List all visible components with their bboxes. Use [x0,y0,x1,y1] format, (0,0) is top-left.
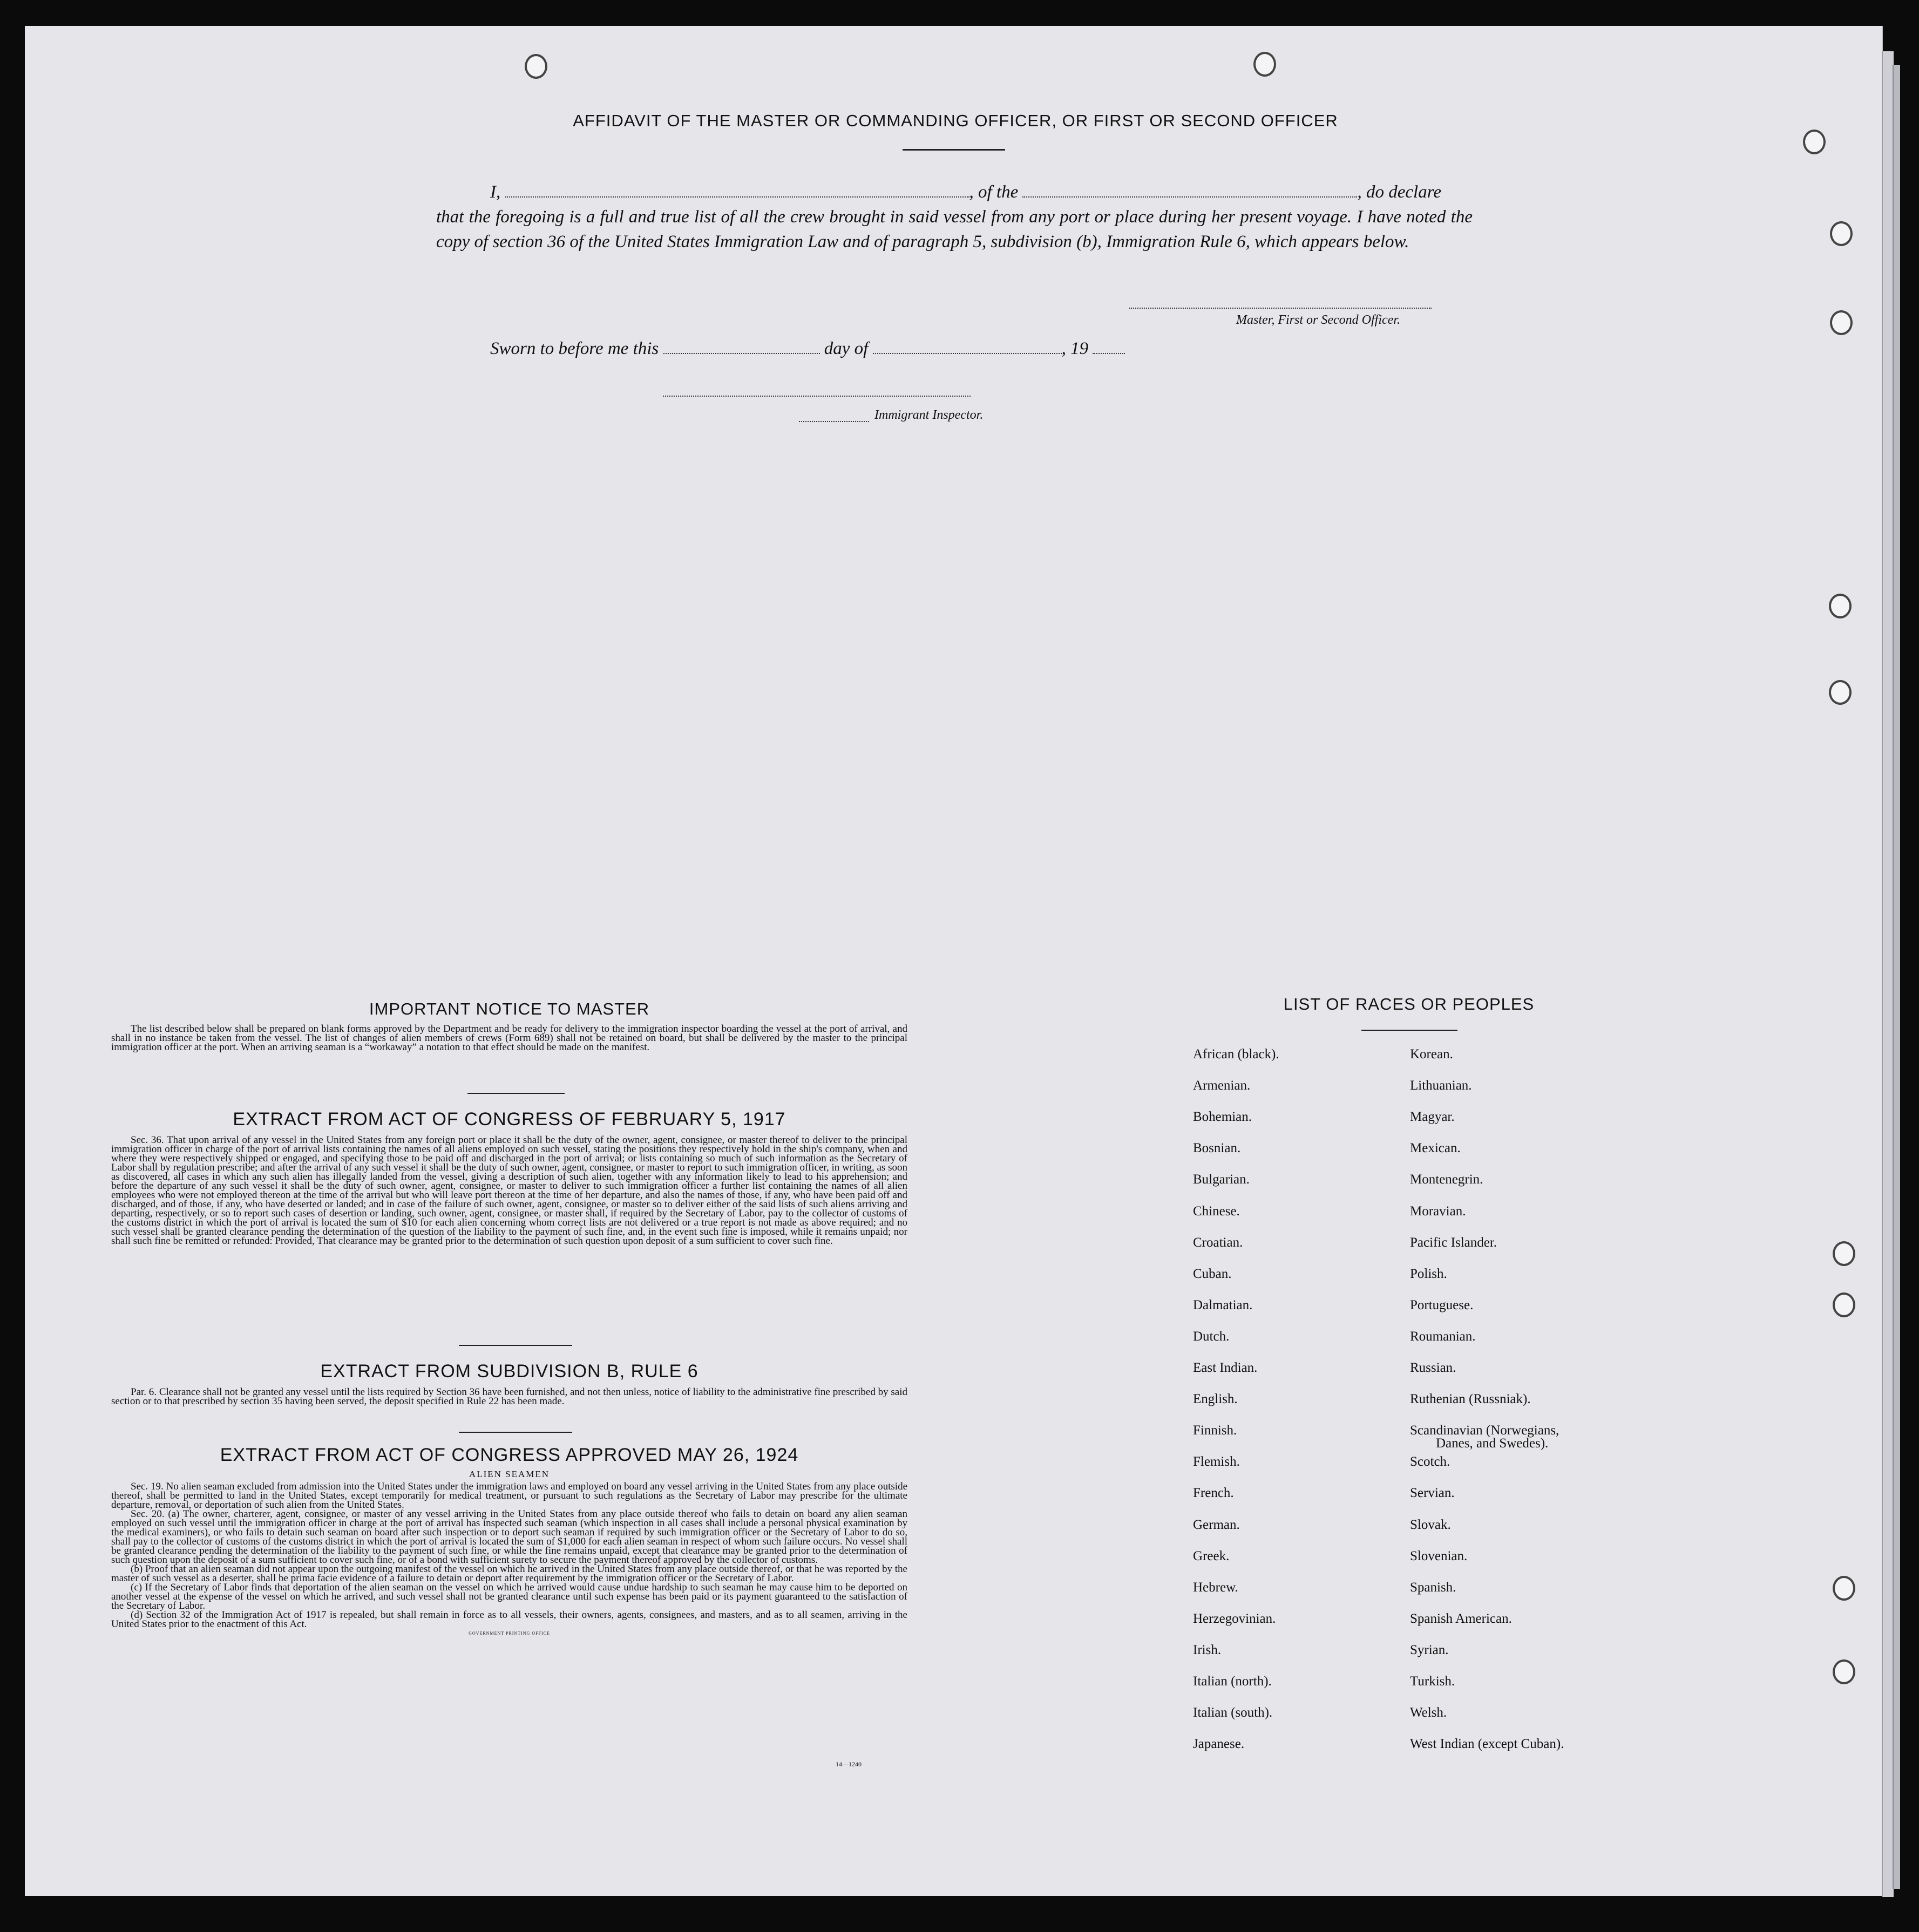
extract-rule6-section [111,1361,907,1406]
race-item: Magyar. [1410,1110,1455,1125]
extract-1924-sec19: Sec. 19. No alien seaman excluded from admission into the United States under the immigration laws and employed on board any vessel arriving in the United States from any place outside thereof, shall be permitted to land in the United States, except temporarily for medical treatment, or pursuant to such regulations as the Secretary of Labor may prescribe for the ultimate departure, removal, or deportation of such alien from the United States. [111,1481,907,1511]
race-item: Croatian. [1193,1235,1243,1250]
punch-hole [1253,52,1276,77]
inspector-signature-field[interactable] [663,396,971,397]
race-item: Hebrew. [1193,1580,1238,1595]
punch-hole [1830,221,1853,246]
notice-body: The list described below shall be prepared on blank forms approved by the Department and be ready for delivery to the immigration inspector boarding the vessel at the port of arrival, and shall in no instance be taken from the vessel. The list of changes of alien members of crews (Form 689) shall not be retained on board, but shall be delivered by the master to the principal immigration officer at the port. When an arriving seaman is a “workaway” a notation to that effect should be made on the manifest. [111,1023,907,1053]
race-item: Dutch. [1193,1329,1230,1344]
punch-hole [1833,1292,1855,1317]
extract-1924-sec20c: (c) If the Secretary of Labor finds that deportation of the alien seaman on the vessel on which he arrived would cause undue hardship to such seaman he may cause him to be deported on another vessel at the expense of the vessel on which he arrived, and such vessel shall not be granted clearance until such expense has been paid or its payment guaranteed to the satisfaction of the Secretary of Labor. [111,1582,907,1611]
extract-1917-section [111,1109,907,1246]
race-item: Chinese. [1193,1203,1240,1219]
punch-hole [1833,1576,1855,1601]
sworn-year-field[interactable] [1093,353,1125,354]
race-item: Bulgarian. [1193,1172,1250,1187]
race-item: Montenegrin. [1410,1172,1483,1187]
sworn-prefix: Sworn to before me this [490,339,659,358]
punch-hole [1830,310,1853,335]
year-prefix: , 19 [1061,339,1089,358]
race-item: African (black). [1193,1047,1279,1062]
page-edge [1882,51,1894,1897]
race-item-continuation: Danes, and Swedes). [1436,1436,1549,1451]
race-item: Spanish American. [1410,1611,1512,1626]
extract-1917-title: EXTRACT FROM ACT OF CONGRESS OF FEBRUARY 5, 1917 [233,1109,786,1130]
race-item: Finnish. [1193,1423,1237,1438]
title-divider [903,149,1005,151]
race-item: Ruthenian (Russniak). [1410,1392,1531,1407]
punch-hole [1829,594,1852,618]
declare-label: , do declare [1357,182,1441,202]
extract-1917-body: Sec. 36. That upon arrival of any vessel in the United States from any foreign port or place it shall be the duty of the owner, agent, consignee, or master thereof to deliver to the principal immigration officer in charge of the port of arrival lists containing the names of all aliens employed on such vessel, stating the positions they respectively hold in the ship's company, when and where they were respectively shipped or engaged, and specifying those to be paid off and discharged in the port of arrival; or lists containing so much of such information as the Secretary of Labor shall by regulation prescribe; and after the arrival of any such vessel it shall be the duty of such owner, agent, consignee, or master to report to such immigration officer, in writing, as soon as discovered, all cases in which any such alien has illegally landed from the vessel, giving a description of such alien, together with any information likely to lead to his apprehension; and before the departure of any such vessel it shall be the duty of such owner, agent, consignee, or master to deliver to such immigration officer a further list containing the names of all alien employees who were not employed thereon at the time of the arrival but who will leave port thereon at the time of her departure, and also the names of those, if any, who have been paid off and discharged, and of those, if any, who have deserted or landed; and in case of the failure of such owner, agent, consignee, or master so to deliver either of the said lists of such aliens arriving and departing, respectively, or so to report such cases of desertion or landing, such owner, agent, consignee, or master shall, if required by the Secretary of Labor, pay to the collector of customs of the customs district in which the port of arrival is located the sum of $10 for each alien concerning whom correct lists are not delivered or a true report is not made as above required; and no such vessel shall be granted clearance pending the determination of the question of the liability to the payment of such fine, and, in the event such fine is imposed, while it remains unpaid; nor shall such fine be remitted or refunded: Provided, That clearance may be granted prior to the determination of such question upon deposit of a sum sufficient to cover such fine. [111,1134,907,1247]
race-item: Slovenian. [1410,1548,1468,1563]
section-divider [459,1345,572,1346]
race-item: Scandinavian (Norwegians, [1410,1423,1559,1438]
extract-1924-sec20a: Sec. 20. (a) The owner, charterer, agent, consignee, or master of any vessel arriving in the United States from any place outside thereof who fails to detain on board any alien seaman employed on such vessel until the immigration officer in charge at the port of arrival has inspected such seaman (which inspection in all cases shall include a personal physical examination by the medical examiners), or who fails to detain such seaman on board after such inspection or to deport such seaman if required by such immigration officer or the Secretary of Labor to do so, shall pay to the collector of customs of the customs district in which the port of arrival is located the sum of $1,000 for each alien seaman in respect of whom such failure occurs. No vessel shall be granted clearance pending the determination of the liability to the payment of such fine, or while the fine remains unpaid, except that clearance may be granted prior to the determination of such question upon the deposit of a sum sufficient to cover such fine, or of a bond with sufficient surety to secure the payment thereof approved by the collector of customs. [111,1508,907,1566]
race-item: Bohemian. [1193,1110,1252,1125]
page-edge [1893,65,1900,1889]
master-signature-caption: Master, First or Second Officer. [1236,313,1400,327]
inspector-caption: Immigrant Inspector. [874,408,984,422]
form-number: 14—1240 [836,1760,862,1768]
notice-title: IMPORTANT NOTICE TO MASTER [369,999,650,1018]
extract-1924-sec20d: (d) Section 32 of the Immigration Act of 1917 is repealed, but shall remain in force as to all vessels, their owners, agents, consignees, and masters, and as to all seamen, arriving in the United States prior to the enactment of this Act. [111,1609,907,1630]
race-item: Greek. [1193,1548,1230,1563]
declarant-prefix: I, [490,182,501,202]
race-item: Welsh. [1410,1705,1447,1720]
punch-hole [1833,1659,1855,1684]
race-item: Turkish. [1410,1674,1455,1689]
notice-section [111,999,907,1052]
sworn-month-field[interactable] [873,353,1062,354]
race-item: Korean. [1410,1047,1453,1062]
extract-1924-section [111,1445,907,1640]
races-title-divider [1361,1030,1457,1031]
race-item: Mexican. [1410,1141,1461,1156]
races-title: LIST OF RACES OR PEOPLES [1283,995,1535,1013]
extract-rule6-title: EXTRACT FROM SUBDIVISION B, RULE 6 [320,1361,699,1382]
race-item: Pacific Islander. [1410,1235,1497,1250]
punch-hole [1803,130,1826,154]
race-item: Polish. [1410,1266,1447,1281]
race-item: Scotch. [1410,1454,1450,1470]
punch-hole [1833,1241,1855,1266]
race-item: Spanish. [1410,1580,1456,1595]
race-item: Moravian. [1410,1203,1466,1219]
race-item: Armenian. [1193,1078,1251,1093]
punch-hole [1829,680,1852,705]
affidavit-title: AFFIDAVIT OF THE MASTER OR COMMANDING OFFICER, OR FIRST OR SECOND OFFICER [573,111,1338,130]
race-item: Slovak. [1410,1517,1451,1532]
race-item: West Indian (except Cuban). [1410,1737,1564,1752]
race-item: German. [1193,1517,1240,1532]
race-item: Japanese. [1193,1737,1245,1752]
day-of-label: day of [824,339,869,358]
vessel-name-field[interactable] [1022,196,1357,198]
printing-office-imprint: GOVERNMENT PRINTING OFFICE [469,1631,550,1636]
race-item: Syrian. [1410,1642,1449,1657]
race-item: Russian. [1410,1360,1456,1375]
race-item: Roumanian. [1410,1329,1476,1344]
declaration-line-1 [436,180,1473,205]
declarant-name-field[interactable] [505,196,969,198]
sworn-day-field[interactable] [663,353,820,354]
race-item: Cuban. [1193,1266,1232,1281]
race-item: Italian (south). [1193,1705,1273,1720]
race-item: English. [1193,1392,1238,1407]
race-item: Servian. [1410,1486,1455,1501]
sworn-line [490,339,1125,359]
declaration [436,180,1473,254]
race-item: Flemish. [1193,1454,1240,1470]
extract-1924-title: EXTRACT FROM ACT OF CONGRESS APPROVED MAY 26, 1924 [220,1445,799,1465]
race-item: Dalmatian. [1193,1297,1253,1312]
section-divider [459,1432,572,1433]
race-item: Portuguese. [1410,1297,1474,1312]
inspector-signature-field-lead [799,421,869,422]
race-item: Bosnian. [1193,1141,1241,1156]
of-the-label: , of the [969,182,1019,202]
master-signature-field[interactable] [1129,308,1432,309]
extract-1924-sec20b: (b) Proof that an alien seaman did not appear upon the outgoing manifest of the vessel on which he arrived in the United States from any place outside thereof, or that he was reported by the master of such vessel as a deserter, shall be prima facie evidence of a failure to detain or deport after requirement by the immigration officer or the Secretary of Labor. [111,1563,907,1584]
declaration-body: that the foregoing is a full and true list of all the crew brought in said vessel from any port or place during her present voyage. I have noted the copy of section 36 of the United States Immigration Law and of paragraph 5, subdivision (b), Immigration Rule 6, which appears below. [436,207,1473,251]
punch-hole [525,54,547,79]
extract-1924-subtitle: ALIEN SEAMEN [469,1469,550,1479]
race-item: East Indian. [1193,1360,1258,1375]
race-item: Italian (north). [1193,1674,1272,1689]
race-item: French. [1193,1486,1234,1501]
section-divider [467,1093,565,1094]
extract-rule6-body: Par. 6. Clearance shall not be granted any vessel until the lists required by Section 36 have been furnished, and not then unless, notice of liability to the administrative fine prescribed by said section or to that prescribed by section 35 having been served, the deposit specified in Rule 22 has been made. [111,1386,907,1407]
race-item: Lithuanian. [1410,1078,1472,1093]
race-item: Irish. [1193,1642,1222,1657]
race-item: Herzegovinian. [1193,1611,1276,1626]
